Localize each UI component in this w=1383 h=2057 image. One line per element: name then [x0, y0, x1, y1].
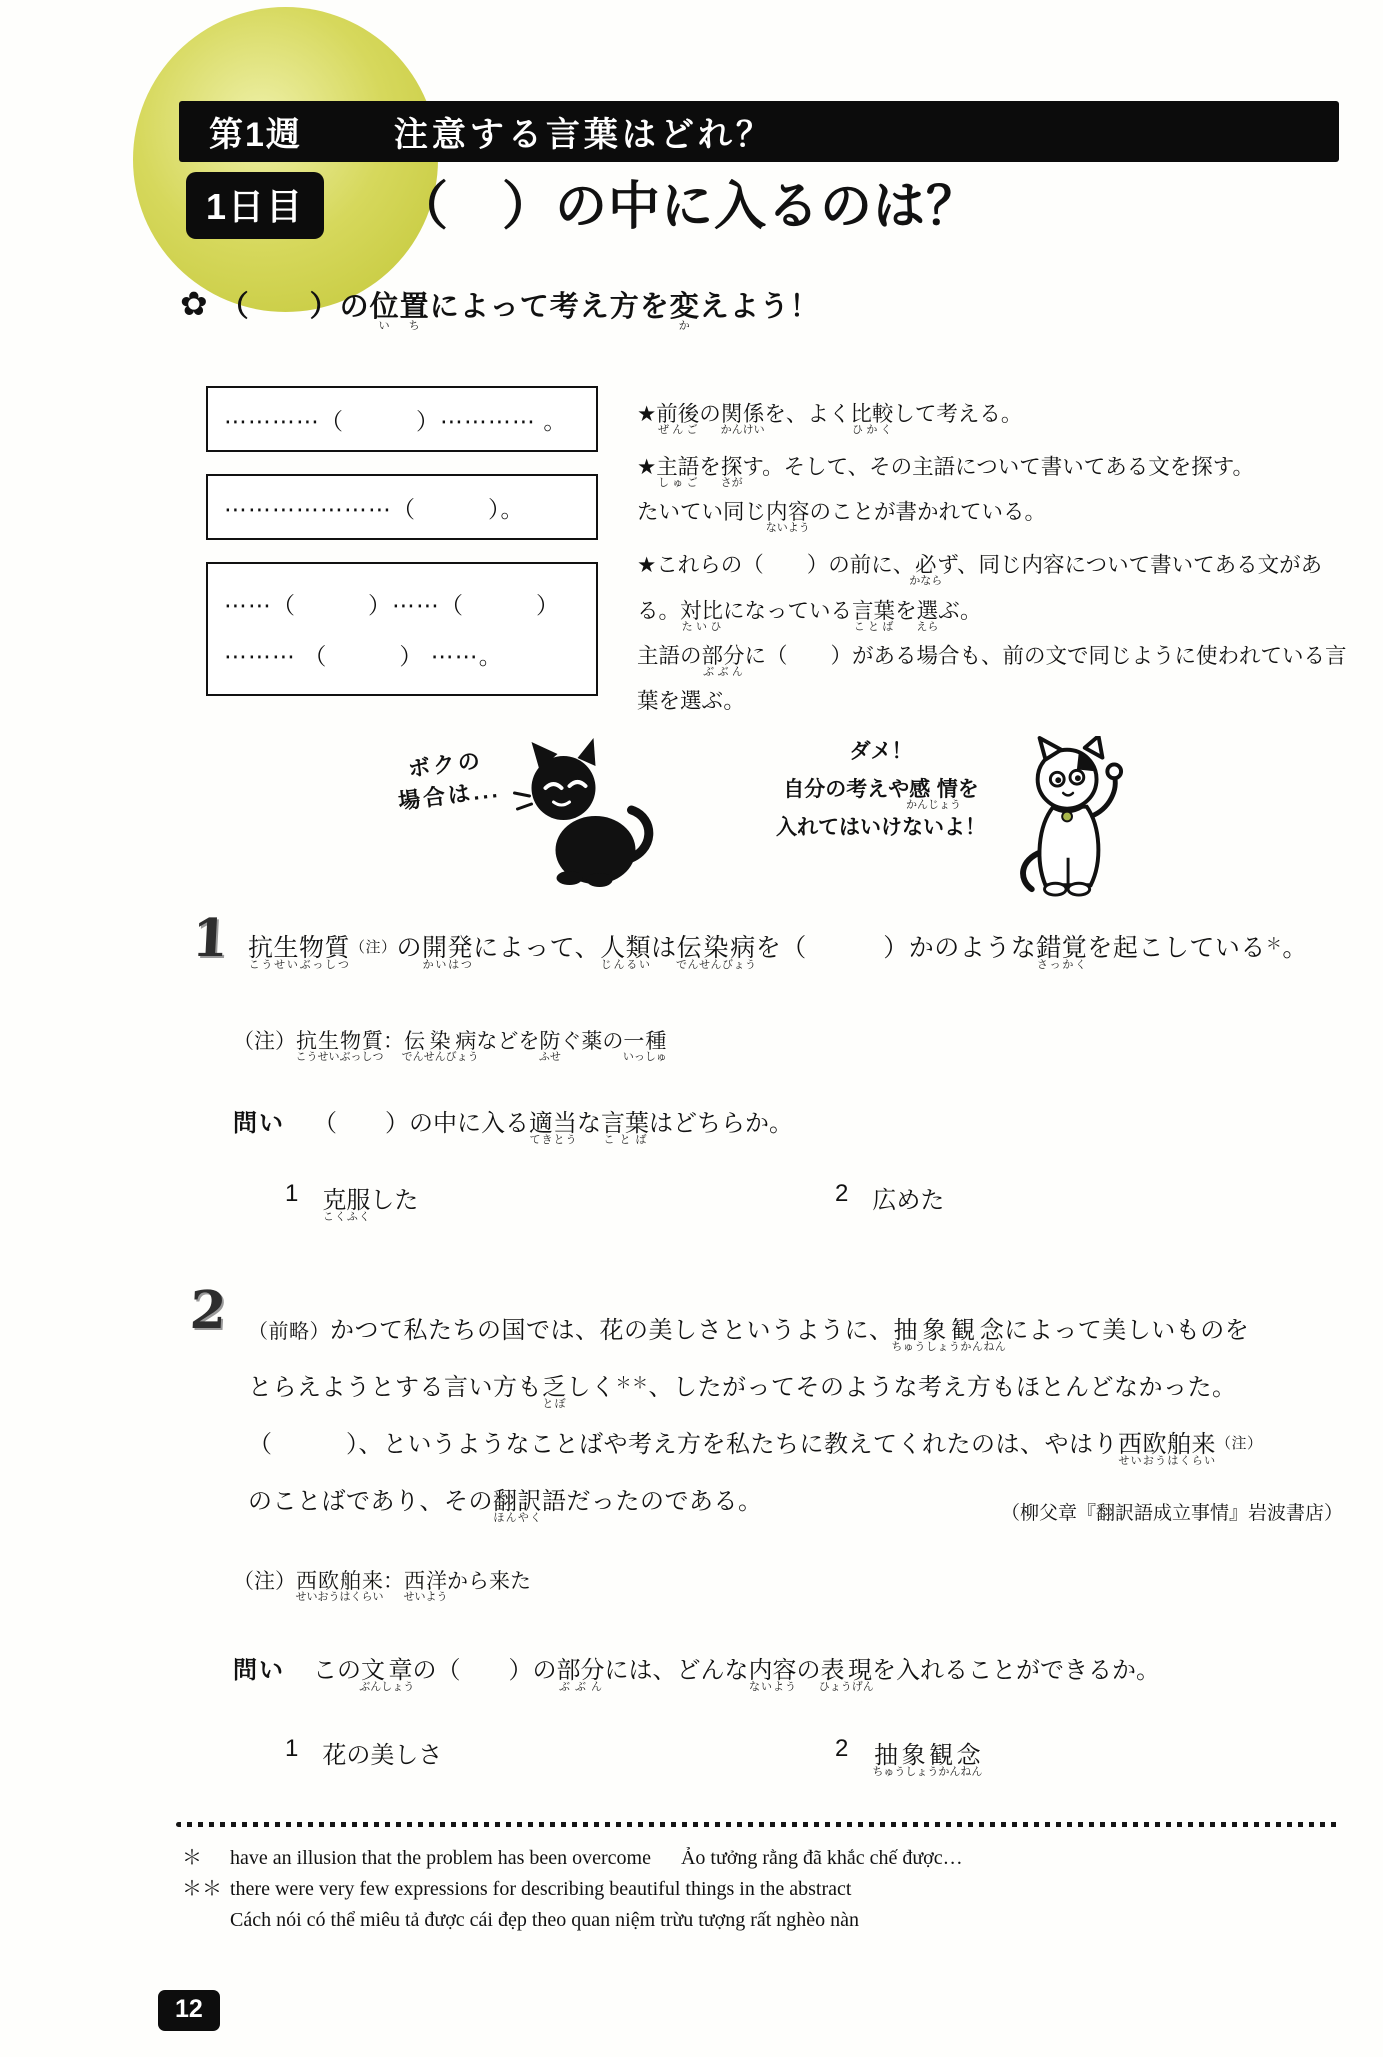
- footnote-english: have an illusion that the problem has been overcome: [230, 1847, 651, 1869]
- pattern-text: ⋯⋯⋯ （ ） ⋯⋯。: [224, 643, 503, 669]
- day-label: 1日目: [206, 186, 305, 227]
- tips-list: [637, 392, 1352, 732]
- question-1-prompt-row: [233, 1103, 793, 1145]
- page-number-badge: [158, 1990, 220, 2031]
- flower-icon: ✿: [180, 285, 208, 322]
- white-cat-speech: ダメ！ 自分の考えや感情かんじょうを 入れてはいけないよ！: [776, 740, 986, 839]
- question-2-option-1: [285, 1735, 835, 1777]
- black-cat-illustration: [511, 738, 666, 888]
- question-2-option-2: [835, 1735, 982, 1777]
- footnote-vietnamese: Ảo tưởng rằng đã khắc chế được…: [680, 1847, 963, 1869]
- question-2-prompt-label: 問い: [233, 1657, 285, 1684]
- page-title: （ ）の中に入るのは？: [396, 178, 980, 236]
- option-number: 2: [835, 1735, 849, 1762]
- passage-line: （ ）、というようなことばや考え方を私たちに教えてくれたのは、やはり西欧舶来せいおうはくらい（注）: [248, 1431, 1263, 1467]
- passage-line: とらえようとする言い方も乏とぼしく＊＊、したがってそのような考え方もほとんどなかった。: [248, 1374, 1237, 1410]
- passage-line: のことばであり、その翻訳ほんやく語だったのである。: [248, 1488, 763, 1524]
- subtitle-row: [180, 284, 820, 331]
- tip-item-1: ★前後ぜんごの関係かんけいを、よく比較ひかくして考える。: [637, 402, 1023, 436]
- footnote-2-vietnamese: Cách nói có thể miêu tả được cái đẹp theo quan niệm trừu tượng rất nghèo nàn: [230, 1909, 860, 1931]
- question-2-citation: （柳父章『翻訳語成立事情』岩波書店）: [1000, 1503, 1343, 1524]
- black-cat-speech: ボクの 場合は...: [396, 747, 502, 815]
- day-badge: [186, 172, 324, 239]
- option-number: 1: [285, 1180, 299, 1207]
- week-title: 注意する言葉はどれ？: [393, 116, 774, 154]
- question-1-note: （注）抗生物質こうせいぶっしつ：伝染病でんせんびょうなどを防ふせぐ薬の一種いっしゅ: [233, 1030, 667, 1063]
- question-1-passage: 抗生物質こうせいぶっしつ（注）の開発かいはつによって、人類じんるいは伝染病でんせんびょうを（ ）かのような錯覚さっかくを起こしている＊。: [248, 934, 1308, 971]
- week-label: 第1週: [209, 116, 302, 154]
- question-2-passage: [248, 1310, 1363, 1538]
- question-2-number: 2: [188, 1280, 228, 1341]
- week-header-bar: [179, 101, 1339, 162]
- tip-item-2: ★主語しゅごを探さがす。そして、その主語について書いてある文を探す。 たいてい同じ内容ないようのことが書かれている。: [637, 455, 1255, 535]
- question-1-number: 1: [190, 908, 230, 969]
- question-2-options: [285, 1735, 982, 1777]
- question-1-option-2: [835, 1180, 944, 1222]
- option-label: 克服こくふくした: [322, 1187, 419, 1223]
- pattern-boxes: [206, 386, 598, 718]
- option-number: 1: [285, 1735, 299, 1762]
- question-1-options: [285, 1180, 944, 1222]
- option-label: 花の美しさ: [322, 1742, 443, 1769]
- question-1-option-1: [285, 1180, 835, 1222]
- footnote-english: there were very few expressions for describing beautiful things in the abstract: [230, 1878, 852, 1900]
- pattern-box-multiple: [206, 562, 598, 696]
- question-2-prompt-text: この文章ぶんしょうの（ ）の部分ぶぶんには、どんな内容ないようの表現ひょうげんを入れることができるか。: [313, 1657, 1160, 1693]
- footnotes: [182, 1843, 1332, 1936]
- pattern-text: ⋯⋯⋯⋯⋯⋯⋯（ ）。: [224, 495, 525, 522]
- footnote-marker: ＊: [182, 1847, 202, 1869]
- question-2-note: （注）西欧舶来せいおうはくらい：西洋せいようから来た: [233, 1570, 531, 1603]
- option-label: 広めた: [872, 1187, 945, 1214]
- question-1-prompt-label: 問い: [233, 1110, 285, 1137]
- question-1-prompt-text: （ ）の中に入る適当てきとうな言葉ことばはどちらか。: [313, 1110, 793, 1146]
- tip-item-3: ★これらの（ ）の前に、必かならず、同じ内容について書いてある文がある。対比たいひになっている言葉ことばを選えらぶ。 主語の部分ぶぶんに（ ）がある場合も、前の文で同じように使われている言葉を選ぶ。: [637, 553, 1347, 713]
- option-number: 2: [835, 1180, 849, 1207]
- footnote-divider: [176, 1822, 1341, 1827]
- pattern-text: ⋯⋯⋯⋯（ ）⋯⋯⋯⋯ 。: [224, 407, 568, 434]
- footnote-2: [182, 1874, 1332, 1905]
- pattern-text: ⋯⋯（ ）⋯⋯（ ）: [224, 592, 560, 618]
- option-label: 抽象観念ちゅうしょうかんねん: [872, 1742, 983, 1778]
- footnote-marker: ＊＊: [182, 1878, 222, 1900]
- passage-line: （前略）かつて私たちの国では、花の美しさというように、抽象観念ちゅうしょうかんねんによって美しいものを: [248, 1317, 1250, 1353]
- question-2-prompt-row: [233, 1650, 1160, 1692]
- subtitle-text: （ ）の位置いちによって考え方を変かえよう！: [219, 291, 820, 332]
- pattern-box-middle: [206, 386, 598, 452]
- page-number: 12: [175, 1995, 203, 2023]
- white-cat-illustration: [1008, 736, 1136, 898]
- pattern-box-end: [206, 474, 598, 540]
- footnote-1: [182, 1843, 1332, 1874]
